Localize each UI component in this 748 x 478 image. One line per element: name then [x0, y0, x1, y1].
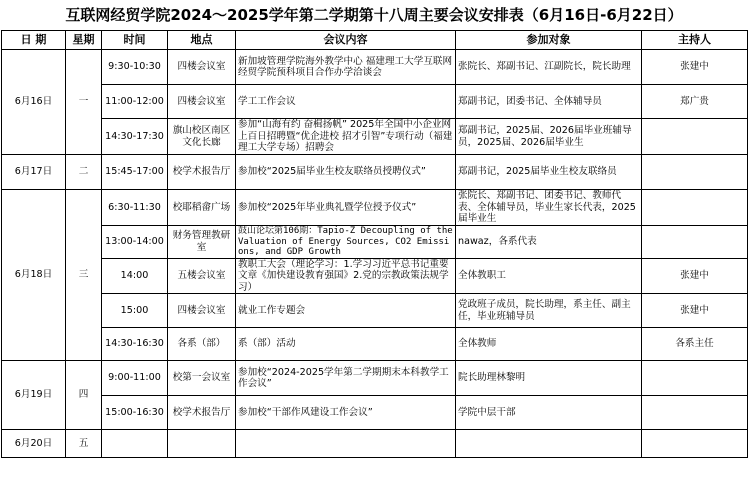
time-cell: 14:30-16:30 [102, 328, 168, 361]
attendees-cell: 张院长、郑副书记、团委书记、教师代表、全体辅导员，毕业生家长代表，2025届毕业生 [456, 190, 642, 226]
page-title: 互联网经贸学院2024～2025学年第二学期第十八周主要会议安排表（6月16日-6月22日） [65, 6, 683, 24]
host-cell [642, 155, 748, 190]
date-cell: 6月16日 [2, 50, 66, 155]
host-cell [642, 396, 748, 430]
table-row [2, 226, 748, 259]
place-cell: 校耶稻畲广场 [168, 190, 236, 226]
header-host: 主持人 [642, 31, 748, 50]
table-row [2, 361, 748, 396]
host-cell: 张建中 [642, 50, 748, 85]
time-cell: 15:00-16:30 [102, 396, 168, 430]
place-cell: 校学术报告厅 [168, 155, 236, 190]
attendees-cell: 张院长、郑副书记、江副院长，院长助理 [456, 50, 642, 85]
time-cell: 14:00 [102, 258, 168, 294]
date-cell: 6月19日 [2, 361, 66, 430]
weekday-cell: 四 [66, 361, 102, 430]
time-cell: 11:00-12:00 [102, 85, 168, 119]
table-row [2, 328, 748, 361]
attendees-cell: 郑副书记，2025届毕业生校友联络员 [456, 155, 642, 190]
host-cell [642, 190, 748, 226]
content-cell [236, 430, 456, 458]
date-cell: 6月18日 [2, 190, 66, 361]
host-cell [642, 119, 748, 155]
host-cell [642, 430, 748, 458]
place-cell: 校学术报告厅 [168, 396, 236, 430]
content-cell: 教职工大会（理论学习：1.学习习近平总书记重要文章《加快建设教育强国》2.党的宗教政策法规学习） [236, 258, 456, 294]
place-cell: 财务管理教研室 [168, 226, 236, 259]
weekday-cell: 三 [66, 190, 102, 361]
content-cell: 鼓山论坛第106期：Tapio-Z Decoupling of the Valuation of Energy Sources, CO2 Emissions, and GDP Growth [236, 226, 456, 259]
weekday-cell: 一 [66, 50, 102, 155]
time-cell: 9:30-10:30 [102, 50, 168, 85]
host-cell: 张建中 [642, 294, 748, 328]
content-cell: 就业工作专题会 [236, 294, 456, 328]
content-cell: 参加校“2024-2025学年第二学期期末本科教学工作会议” [236, 361, 456, 396]
content-cell: 学工工作会议 [236, 85, 456, 119]
content-cell: 参加“山海有约 奋楫扬帆” 2025年全国中小企业网上百日招聘暨“优企进校 招才引智”专项行动（福建理工大学专场）招聘会 [236, 119, 456, 155]
table-row [2, 430, 748, 458]
header-row [2, 31, 748, 50]
place-cell: 五楼会议室 [168, 258, 236, 294]
attendees-cell: 党政班子成员，院长助理，系主任、副主任，毕业班辅导员 [456, 294, 642, 328]
attendees-cell: nawaz，各系代表 [456, 226, 642, 259]
table-row [2, 294, 748, 328]
host-cell: 各系主任 [642, 328, 748, 361]
attendees-cell: 全体教师 [456, 328, 642, 361]
content-cell: 系（部）活动 [236, 328, 456, 361]
attendees-cell [456, 430, 642, 458]
date-cell: 6月17日 [2, 155, 66, 190]
content-cell: 参加校“2025年毕业典礼暨学位授予仪式” [236, 190, 456, 226]
place-cell: 四楼会议室 [168, 50, 236, 85]
header-weekday: 星期 [66, 31, 102, 50]
host-cell [642, 361, 748, 396]
time-cell: 15:45-17:00 [102, 155, 168, 190]
time-cell: 9:00-11:00 [102, 361, 168, 396]
place-cell: 四楼会议室 [168, 294, 236, 328]
attendees-cell: 郑副书记，团委书记、全体辅导员 [456, 85, 642, 119]
attendees-cell: 院长助理林黎明 [456, 361, 642, 396]
table-row [2, 258, 748, 294]
table-row [2, 396, 748, 430]
table-row [2, 50, 748, 85]
place-cell: 旗山校区南区文化长廊 [168, 119, 236, 155]
table-row [2, 85, 748, 119]
header-place: 地点 [168, 31, 236, 50]
time-cell: 15:00 [102, 294, 168, 328]
place-cell: 各系（部） [168, 328, 236, 361]
time-cell: 14:30-17:30 [102, 119, 168, 155]
attendees-cell: 郑副书记，2025届、2026届毕业班辅导员，2025届、2026届毕业生 [456, 119, 642, 155]
date-cell: 6月20日 [2, 430, 66, 458]
header-content: 会议内容 [236, 31, 456, 50]
time-cell: 6:30-11:30 [102, 190, 168, 226]
host-cell [642, 226, 748, 259]
attendees-cell: 全体教职工 [456, 258, 642, 294]
time-cell [102, 430, 168, 458]
place-cell: 校第一会议室 [168, 361, 236, 396]
table-row [2, 119, 748, 155]
content-cell: 参加校“2025届毕业生校友联络员授聘仪式” [236, 155, 456, 190]
content-cell: 新加坡管理学院海外教学中心 福建理工大学互联网经贸学院预科项目合作办学洽谈会 [236, 50, 456, 85]
host-cell: 郑广贵 [642, 85, 748, 119]
header-date: 日 期 [2, 31, 66, 50]
host-cell: 张建中 [642, 258, 748, 294]
content-cell: 参加校“干部作风建设工作会议” [236, 396, 456, 430]
attendees-cell: 学院中层干部 [456, 396, 642, 430]
table-row [2, 190, 748, 226]
header-time: 时间 [102, 31, 168, 50]
time-cell: 13:00-14:00 [102, 226, 168, 259]
weekday-cell: 二 [66, 155, 102, 190]
meeting-schedule-table [1, 30, 748, 458]
place-cell: 四楼会议室 [168, 85, 236, 119]
header-attendees: 参加对象 [456, 31, 642, 50]
weekday-cell: 五 [66, 430, 102, 458]
table-row [2, 155, 748, 190]
place-cell [168, 430, 236, 458]
